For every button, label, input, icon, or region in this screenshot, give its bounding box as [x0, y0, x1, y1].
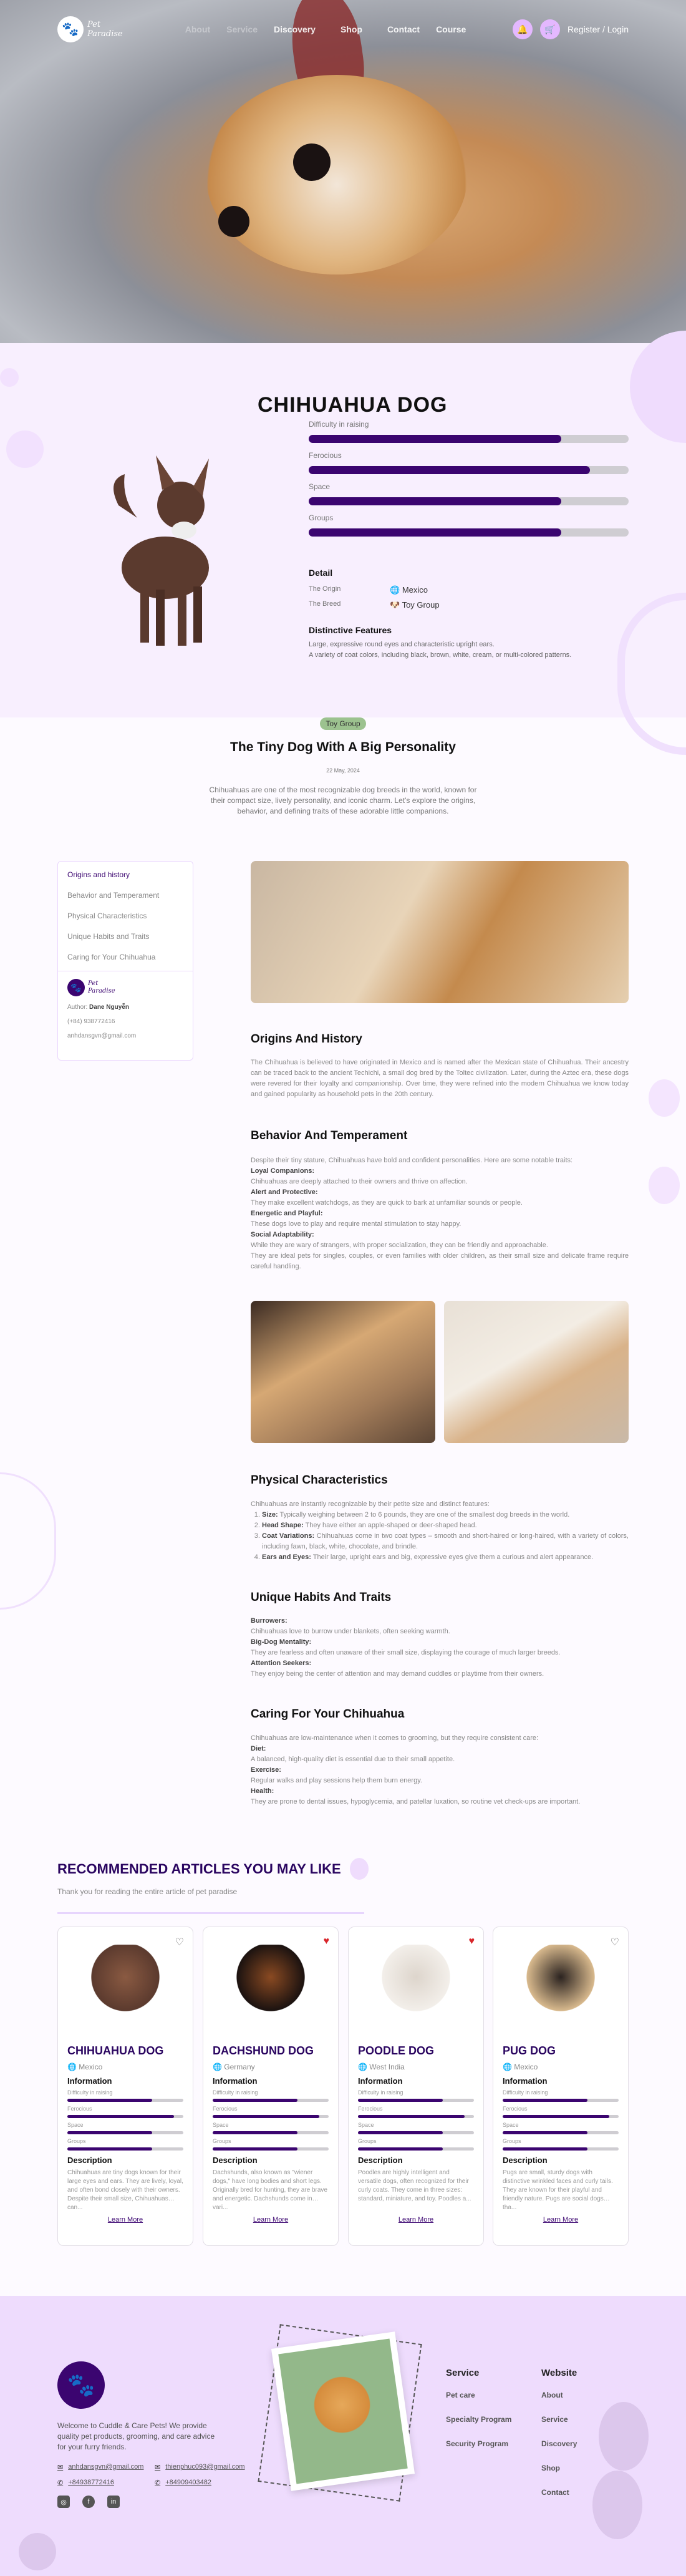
card-description: Pugs are small, sturdy dogs with distinctive wrinkled faces and curly tails. They are known for their playful and friendly nature. Pugs are social dogs tha...: [503, 2169, 613, 2211]
stat-bar-fill: [358, 2099, 443, 2102]
physical-text: [251, 1499, 629, 1563]
trait-title: Ears and Eyes:: [262, 1553, 311, 1561]
stat-bar-fill: [358, 2131, 443, 2134]
register-login-link[interactable]: Register / Login: [567, 24, 629, 34]
toc-item-caring[interactable]: Caring for Your Chihuahua: [67, 953, 156, 961]
footer-dog-photo: [271, 2331, 415, 2491]
footer-service-col: [446, 2368, 511, 2464]
stat-bar-fill: [213, 2115, 319, 2118]
recommended-card: [57, 1927, 193, 2246]
detail-heading: Detail: [309, 568, 333, 578]
stat-bar-fill: [213, 2131, 297, 2134]
stat-bar: [358, 2099, 474, 2102]
phone-icon: ✆: [155, 2479, 161, 2487]
stat-label: Difficulty in raising: [358, 2089, 403, 2096]
footer-link-shop[interactable]: Shop: [541, 2464, 560, 2472]
characteristics-list: [262, 1510, 629, 1563]
author-logo: [67, 979, 193, 996]
brand-line-2: Paradise: [87, 29, 123, 39]
stat-label: Space: [67, 2122, 84, 2128]
trait-text: They enjoy being the center of attention and may demand cuddles or playtime from their owners.: [251, 1670, 544, 1678]
footer-link-pet-care[interactable]: Pet care: [446, 2391, 475, 2399]
origin-value: West India: [369, 2063, 405, 2071]
stat-label: Groups: [503, 2138, 521, 2144]
phone-link-2[interactable]: [155, 2479, 242, 2487]
globe-icon: 🌐: [67, 2063, 79, 2071]
footer-link-discovery[interactable]: Discovery: [541, 2439, 577, 2448]
card-origin: [503, 2063, 619, 2071]
stat-bar-fill: [503, 2099, 587, 2102]
nav-contact[interactable]: Contact: [387, 24, 420, 34]
instagram-icon[interactable]: ◎: [57, 2496, 70, 2508]
origin-label: The Origin: [309, 585, 341, 593]
origin-value: Mexico: [79, 2063, 103, 2071]
table-of-contents: [57, 861, 193, 1061]
brand-line-2: Paradise: [88, 988, 115, 994]
brand-logo[interactable]: [57, 16, 123, 42]
stat-bar: [67, 2131, 183, 2134]
hero-image: [0, 0, 686, 343]
trait-title: Size:: [262, 1511, 278, 1519]
stat-label: Space: [503, 2122, 519, 2128]
stat-label: Ferocious: [358, 2106, 383, 2112]
trait-text: Regular walks and play sessions help them burn energy.: [251, 1777, 422, 1784]
stat-bar-fill: [309, 466, 590, 474]
stat-bar-fill: [503, 2147, 587, 2151]
stat-bar-fill: [358, 2115, 465, 2118]
nav-service[interactable]: Service: [226, 24, 258, 34]
stat-bar: [213, 2131, 329, 2134]
bell-icon[interactable]: 🔔: [513, 19, 533, 39]
email-link-1[interactable]: [57, 2463, 145, 2471]
dog-icon: 🐶: [390, 600, 402, 610]
globe-icon: 🌐: [213, 2063, 225, 2071]
email-1[interactable]: anhdansgvn@gmail.com: [68, 2463, 144, 2471]
physical-heading: Physical Characteristics: [251, 1474, 388, 1487]
trait-title: Loyal Companions:: [251, 1167, 315, 1175]
linkedin-icon[interactable]: in: [107, 2496, 120, 2508]
stat-bar: [309, 497, 629, 505]
heart-icon[interactable]: ♡: [610, 1937, 619, 1948]
behavior-text: [251, 1155, 629, 1272]
stat-bar: [213, 2099, 329, 2102]
stat-label: Ferocious: [309, 451, 342, 460]
learn-more-link[interactable]: Learn More: [253, 2216, 289, 2224]
stat-bar: [358, 2147, 474, 2151]
author-email: anhdansgvn@gmail.com: [67, 1033, 137, 1039]
nav-about[interactable]: About: [185, 24, 211, 34]
trait-text: A balanced, high-quality diet is essential due to their small appetite.: [251, 1756, 455, 1763]
features-heading: Distinctive Features: [309, 625, 392, 635]
stat-bar-fill: [309, 528, 561, 537]
trait-title: Head Shape:: [262, 1522, 304, 1529]
footer-link-about[interactable]: About: [541, 2391, 563, 2399]
card-description: Poodles are highly intelligent and versatile dogs, often recognized for their curly coats. They come in three sizes: standard, miniature, and toy. Poodles a...: [358, 2169, 471, 2202]
stat-bar-fill: [67, 2131, 152, 2134]
origins-text: The Chihuahua is believed to have originated in Mexico and is named after the Mexican state of Chihuahua. Their ancestry can be traced back to the ancient Techichi, a small dog bred by the Toltec civilization. Later, during the Aztec era, these dogs were revered for their loyalty and companionship. Over time, they were refined into the modern Chihuahua we know today and gained popularity as household pets in the 20th century.: [251, 1059, 629, 1098]
paw-logo-icon: 🐾: [67, 979, 85, 996]
footer: [0, 2296, 686, 2576]
stat-label: Groups: [358, 2138, 377, 2144]
stat-label: Ferocious: [213, 2106, 238, 2112]
caring-heading: Caring For Your Chihuahua: [251, 1708, 405, 1721]
email-link-2[interactable]: [155, 2463, 245, 2471]
stat-bar: [309, 528, 629, 537]
stat-label: Space: [213, 2122, 229, 2128]
paw-decor-icon: [6, 430, 44, 468]
toc-item-physical[interactable]: Physical Characteristics: [67, 911, 147, 920]
mail-icon: ✉: [155, 2464, 161, 2471]
stat-bar: [358, 2115, 474, 2118]
behavior-heading: Behavior And Temperament: [251, 1129, 408, 1142]
caring-text: [251, 1733, 629, 1807]
footer-link-service[interactable]: Service: [541, 2415, 568, 2424]
habits-heading: Unique Habits And Traits: [251, 1591, 392, 1604]
breed-detail-section: [0, 343, 686, 717]
article-title: The Tiny Dog With A Big Personality: [230, 740, 456, 754]
stat-bar-fill: [309, 435, 561, 443]
recommended-card: [348, 1927, 484, 2246]
hero-dog-nose: [218, 206, 249, 237]
paw-decor-icon: [0, 368, 19, 387]
information-heading: Information: [67, 2076, 112, 2086]
phone-icon: ✆: [57, 2479, 64, 2487]
description-heading: Description: [358, 2156, 403, 2165]
stat-bar: [67, 2099, 183, 2102]
stat-bar: [503, 2115, 619, 2118]
breed-title: CHIHUAHUA DOG: [258, 393, 448, 417]
breed-label: The Breed: [309, 600, 341, 608]
list-item: 1. Size: Typically weighing between 2 to 6 pounds, they are one of the smallest dog breeds in the world.: [262, 1510, 629, 1520]
footer-link-specialty[interactable]: Specialty Program: [446, 2415, 512, 2424]
heart-icon[interactable]: ♥: [323, 1936, 329, 1947]
stat-bar-fill: [309, 497, 561, 505]
stat-bar: [503, 2099, 619, 2102]
service-title: Service: [446, 2368, 480, 2378]
stat-bar: [213, 2115, 329, 2118]
stat-label: Difficulty in raising: [503, 2089, 548, 2096]
list-item: 3. Coat Variations: Chihuahuas come in two coat types – smooth and short-haired or long-haired, with a variety of colors, including fawn, black, white, chocolate, and brindle.: [262, 1531, 629, 1552]
section-intro: Chihuahuas are low-maintenance when it comes to grooming, but they require consistent care:: [251, 1734, 539, 1742]
section-intro: Despite their tiny stature, Chihuahuas have bold and confident personalities. Here are some notable traits:: [251, 1157, 573, 1164]
recommended-header: [57, 1858, 369, 1880]
card-title[interactable]: PUG DOG: [503, 2044, 556, 2057]
stat-bar-fill: [213, 2147, 297, 2151]
toc-item-origins[interactable]: Origins and history: [67, 870, 130, 879]
recommended-card: [203, 1927, 339, 2246]
trait-title: Coat Variations:: [262, 1532, 315, 1540]
card-origin: [358, 2063, 474, 2071]
author-phone: (+84) 938772416: [67, 1018, 115, 1025]
brand-line-1: Pet: [87, 20, 101, 29]
heart-icon[interactable]: ♡: [175, 1937, 184, 1948]
trait-title: Alert and Protective:: [251, 1188, 318, 1196]
learn-more-link[interactable]: Learn More: [107, 2216, 143, 2224]
chihuahua-image: [94, 443, 237, 661]
stat-bar: [67, 2147, 183, 2151]
facebook-icon[interactable]: f: [82, 2496, 95, 2508]
feature-item: A variety of coat colors, including black, brown, white, cream, or multi-colored patterns.: [309, 651, 572, 659]
stat-bar-fill: [503, 2131, 587, 2134]
paw-decor-icon: [350, 1858, 369, 1880]
section-outro: They are ideal pets for singles, couples, or even families with older children, as their small size and delicate frame require careful handling.: [251, 1252, 629, 1270]
author-name: Dane Nguyễn: [89, 1004, 129, 1011]
footer-description: Welcome to Cuddle & Care Pets! We provide quality pet products, grooming, and care advice for your furry friends.: [57, 2421, 215, 2451]
decor-blob: [630, 331, 686, 443]
brand-line-1: Pet: [88, 980, 99, 987]
footer-link-security[interactable]: Security Program: [446, 2439, 509, 2448]
recommended-title: RECOMMENDED ARTICLES YOU MAY LIKE: [57, 1860, 341, 1877]
feature-item: Large, expressive round eyes and characteristic upright ears.: [309, 641, 495, 648]
trait-title: Burrowers:: [251, 1617, 287, 1625]
information-heading: Information: [503, 2076, 548, 2086]
article-intro: Chihuahuas are one of the most recognizable dog breeds in the world, known for their compact size, lively personality, and iconic charm. Let's explore the origins, behavior, and defining traits of these adorable little companions.: [209, 785, 477, 815]
information-heading: Information: [358, 2076, 403, 2086]
stat-label: Difficulty in raising: [309, 420, 369, 429]
category-badge[interactable]: Toy Group: [320, 717, 365, 730]
origin-row: [309, 585, 496, 595]
stat-bar: [309, 435, 629, 443]
stat-label: Groups: [213, 2138, 231, 2144]
card-title[interactable]: POODLE DOG: [358, 2044, 435, 2057]
stat-bar-fill: [67, 2099, 152, 2102]
globe-icon: 🌐: [390, 585, 402, 595]
card-origin: [67, 2063, 183, 2071]
toc-item-behavior[interactable]: Behavior and Temperament: [67, 891, 160, 900]
hero-dog-eye: [293, 143, 331, 181]
trait-text: Chihuahuas are deeply attached to their owners and thrive on affection.: [251, 1178, 468, 1185]
habits-text: [251, 1616, 629, 1679]
stat-bar-fill: [67, 2147, 152, 2151]
trait-text: They are prone to dental issues, hypoglycemia, and patellar luxation, so routine vet check-ups are important.: [251, 1798, 581, 1806]
stat-bar-fill: [503, 2115, 609, 2118]
origin-value: Mexico: [514, 2063, 538, 2071]
cart-icon[interactable]: 🛒: [540, 19, 560, 39]
paw-decor-icon: [649, 1079, 680, 1117]
stat-bar: [213, 2147, 329, 2151]
globe-icon: 🌐: [503, 2063, 514, 2071]
description-heading: Description: [213, 2156, 258, 2165]
article-photo-2: [251, 1301, 435, 1443]
stat-label: Ferocious: [503, 2106, 528, 2112]
description-heading: Description: [67, 2156, 112, 2165]
trait-title: Social Adaptability:: [251, 1231, 314, 1238]
stat-bar: [503, 2147, 619, 2151]
nav-course[interactable]: Course: [436, 24, 466, 34]
paw-decor-icon: [599, 2402, 649, 2471]
stat-bar: [358, 2131, 474, 2134]
footer-link-contact[interactable]: Contact: [541, 2488, 569, 2497]
stat-bar-fill: [213, 2099, 297, 2102]
breed-value: Toy Group: [402, 600, 440, 610]
top-nav: [57, 14, 629, 45]
origin-value: Mexico: [402, 585, 428, 595]
stat-label: Groups: [309, 513, 334, 522]
breed-row: [309, 600, 496, 610]
recommended-card: [493, 1927, 629, 2246]
stat-label: Groups: [67, 2138, 86, 2144]
breed-stats: [309, 412, 629, 537]
trait-text: Chihuahuas love to burrow under blankets, often seeking warmth.: [251, 1628, 450, 1635]
card-description: Chihuahuas are tiny dogs known for their large eyes and ears. They are lively, loyal, and often bond closely with their owners. Despite their small size, Chihuahuas can...: [67, 2169, 183, 2211]
list-item: 4. Ears and Eyes: Their large, upright ears and big, expressive eyes give them a curious and alert appearance.: [262, 1552, 629, 1563]
stat-bar: [503, 2131, 619, 2134]
author-label: Author:: [67, 1004, 88, 1011]
footer-logo: 🐾: [57, 2361, 105, 2409]
trait-text: They make excellent watchdogs, as they are quick to bark at unfamiliar sounds or people.: [251, 1199, 523, 1207]
email-2[interactable]: thienphuc093@gmail.com: [165, 2463, 245, 2471]
dog-image: [233, 1945, 308, 2026]
trait-title: Big-Dog Mentality:: [251, 1638, 312, 1646]
trait-title: Diet:: [251, 1745, 266, 1752]
dog-image: [379, 1945, 453, 2026]
article-photo-1: [251, 861, 629, 1003]
dog-image: [88, 1945, 163, 2026]
stat-label: Space: [309, 482, 331, 491]
origins-heading: Origins And History: [251, 1033, 362, 1046]
stat-bar: [309, 466, 629, 474]
information-heading: Information: [213, 2076, 258, 2086]
paw-decor-icon: [592, 2471, 642, 2539]
divider: [57, 1912, 364, 1914]
card-title[interactable]: CHIHUAHUA DOG: [67, 2044, 164, 2057]
recommended-subtitle: Thank you for reading the entire article of pet paradise: [57, 1887, 238, 1896]
phone-2[interactable]: +84909403482: [165, 2479, 211, 2486]
card-title[interactable]: DACHSHUND DOG: [213, 2044, 314, 2057]
trait-title: Health:: [251, 1787, 274, 1795]
description-heading: Description: [503, 2156, 548, 2165]
section-intro: Chihuahuas are instantly recognizable by their petite size and distinct features:: [251, 1500, 490, 1508]
stat-label: Space: [358, 2122, 374, 2128]
learn-more-link[interactable]: Learn More: [398, 2216, 434, 2224]
article-header: [0, 717, 686, 817]
stat-label: Difficulty in raising: [213, 2089, 258, 2096]
trait-title: Exercise:: [251, 1766, 281, 1774]
origin-value: Germany: [224, 2063, 255, 2071]
footer-website-col: [541, 2368, 577, 2512]
hero-dog: [206, 75, 468, 275]
phone-1[interactable]: +84938772416: [68, 2479, 114, 2486]
toc-item-habits[interactable]: Unique Habits and Traits: [67, 932, 150, 941]
trait-title: Attention Seekers:: [251, 1660, 312, 1667]
paw-decor-icon: [649, 1167, 680, 1204]
stat-label: Ferocious: [67, 2106, 92, 2112]
list-item: 2. Head Shape: They have either an apple-shaped or deer-shaped head.: [262, 1520, 629, 1531]
paw-logo-icon: 🐾: [57, 16, 84, 42]
nav-discovery[interactable]: Discovery: [274, 24, 316, 34]
phone-link-1[interactable]: [57, 2479, 145, 2487]
website-title: Website: [541, 2368, 577, 2378]
mail-icon: ✉: [57, 2464, 64, 2471]
heart-icon[interactable]: ♥: [468, 1936, 475, 1947]
stat-label: Difficulty in raising: [67, 2089, 113, 2096]
article-photo-3: [444, 1301, 629, 1443]
features-list: [309, 639, 571, 661]
article-date: 22 May, 2024: [326, 767, 360, 774]
trait-text: While they are wary of strangers, with proper socialization, they can be friendly and approachable.: [251, 1242, 548, 1249]
card-description: Dachshunds, also known as "wiener dogs," have long bodies and short legs. Originally bred for hunting, they are brave and energetic. Dachshunds come in vari...: [213, 2169, 327, 2211]
card-origin: [213, 2063, 329, 2071]
decor-ring: [0, 1472, 56, 1610]
paw-decor-icon: [19, 2533, 56, 2570]
globe-icon: 🌐: [358, 2063, 370, 2071]
dog-image: [523, 1945, 598, 2026]
stat-bar-fill: [67, 2115, 174, 2118]
trait-text: These dogs love to play and require mental stimulation to stay happy.: [251, 1220, 461, 1228]
stat-bar: [67, 2115, 183, 2118]
learn-more-link[interactable]: Learn More: [543, 2216, 579, 2224]
stat-bar-fill: [358, 2147, 443, 2151]
nav-shop[interactable]: Shop: [340, 24, 362, 34]
trait-title: Energetic and Playful:: [251, 1210, 323, 1217]
trait-text: They are fearless and often unaware of their small size, displaying the courage of much larger breeds.: [251, 1649, 561, 1656]
author-line: [67, 1004, 183, 1011]
